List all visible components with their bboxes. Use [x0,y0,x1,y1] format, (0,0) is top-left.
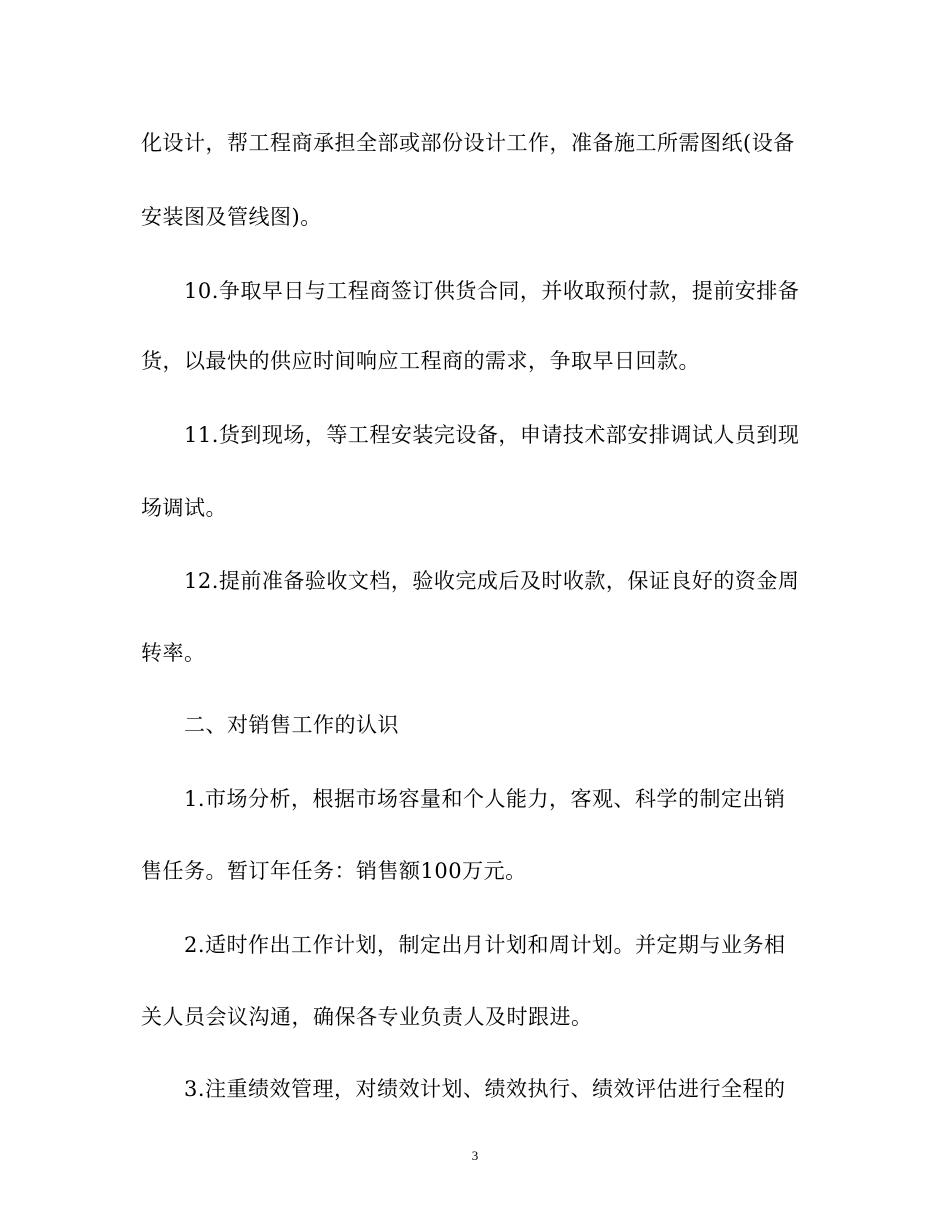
text-line: 12.提前准备验收文档，验收完成后及时收款，保证良好的资金周 [184,569,800,593]
text-line: 2.适时作出工作计划，制定出月计划和周计划。并定期与业务相 [184,933,786,957]
text-line: 11.货到现场，等工程安装完设备，申请技术部安排调试人员到现 [184,423,800,447]
text-line: 售任务。暂订年任务：销售额100万元。 [141,859,527,883]
text-line: 安装图及管线图)。 [141,205,322,229]
text-line: 场调试。 [141,496,227,520]
text-line: 10.争取早日与工程商签订供货合同，并收取预付款，提前安排备 [184,279,800,303]
text-line: 1.市场分析，根据市场容量和个人能力，客观、科学的制定出销 [184,787,786,811]
text-line: 转率。 [141,641,206,665]
text-line: 3.注重绩效管理，对绩效计划、绩效执行、绩效评估进行全程的 [184,1077,786,1101]
page-number: 3 [471,1148,479,1163]
text-line: 货，以最快的供应时间响应工程商的需求，争取早日回款。 [141,349,700,373]
text-line: 关人员会议沟通，确保各专业负责人及时跟进。 [141,1005,593,1029]
text-line: 化设计，帮工程商承担全部或部份设计工作，准备施工所需图纸(设备 [141,131,795,155]
section-heading: 二、对销售工作的认识 [184,713,399,737]
